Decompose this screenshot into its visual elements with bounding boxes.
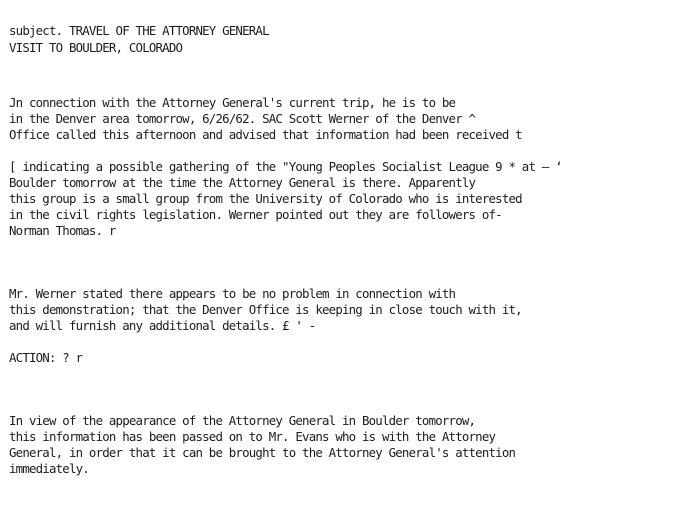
paragraph-line: General, in order that it can be brought to the Attorney General's attention — [9, 445, 516, 460]
paragraph-line: Mr. Werner stated there appears to be no problem in connection with — [9, 286, 456, 301]
paragraph-line: this information has been passed on to Mr. Evans who is with the Attorney — [9, 429, 496, 444]
paragraph-line: Jn connection with the Attorney General's current trip, he is to be — [9, 95, 456, 110]
paragraph-line: and will furnish any additional details. £ ' - — [9, 318, 316, 333]
paragraph-line: in the civil rights legislation. Werner pointed out they are followers of- — [9, 207, 502, 222]
paragraph-line: this demonstration; that the Denver Office is keeping in close touch with it, — [9, 302, 522, 317]
subject-line: subject. TRAVEL OF THE ATTORNEY GENERAL — [9, 23, 269, 38]
subject-line: VISIT TO BOULDER, COLORADO — [9, 40, 183, 55]
paragraph-line: Office called this afternoon and advised that information had been received t — [9, 127, 522, 142]
paragraph-line: [ indicating a possible gathering of the "Young Peoples Socialist League 9 * at — ‘ — [9, 159, 562, 174]
paragraph-line: immediately. — [9, 461, 89, 476]
paragraph-line: Boulder tomorrow at the time the Attorney General is there. Apparently — [9, 175, 476, 190]
paragraph-line: in the Denver area tomorrow, 6/26/62. SAC Scott Werner of the Denver ^ — [9, 111, 476, 126]
paragraph-line: this group is a small group from the University of Colorado who is interested — [9, 191, 522, 206]
paragraph-line: In view of the appearance of the Attorney General in Boulder tomorrow, — [9, 413, 476, 428]
action-line: ACTION: ? r — [9, 350, 83, 365]
paragraph-line: Norman Thomas. r — [9, 223, 116, 238]
